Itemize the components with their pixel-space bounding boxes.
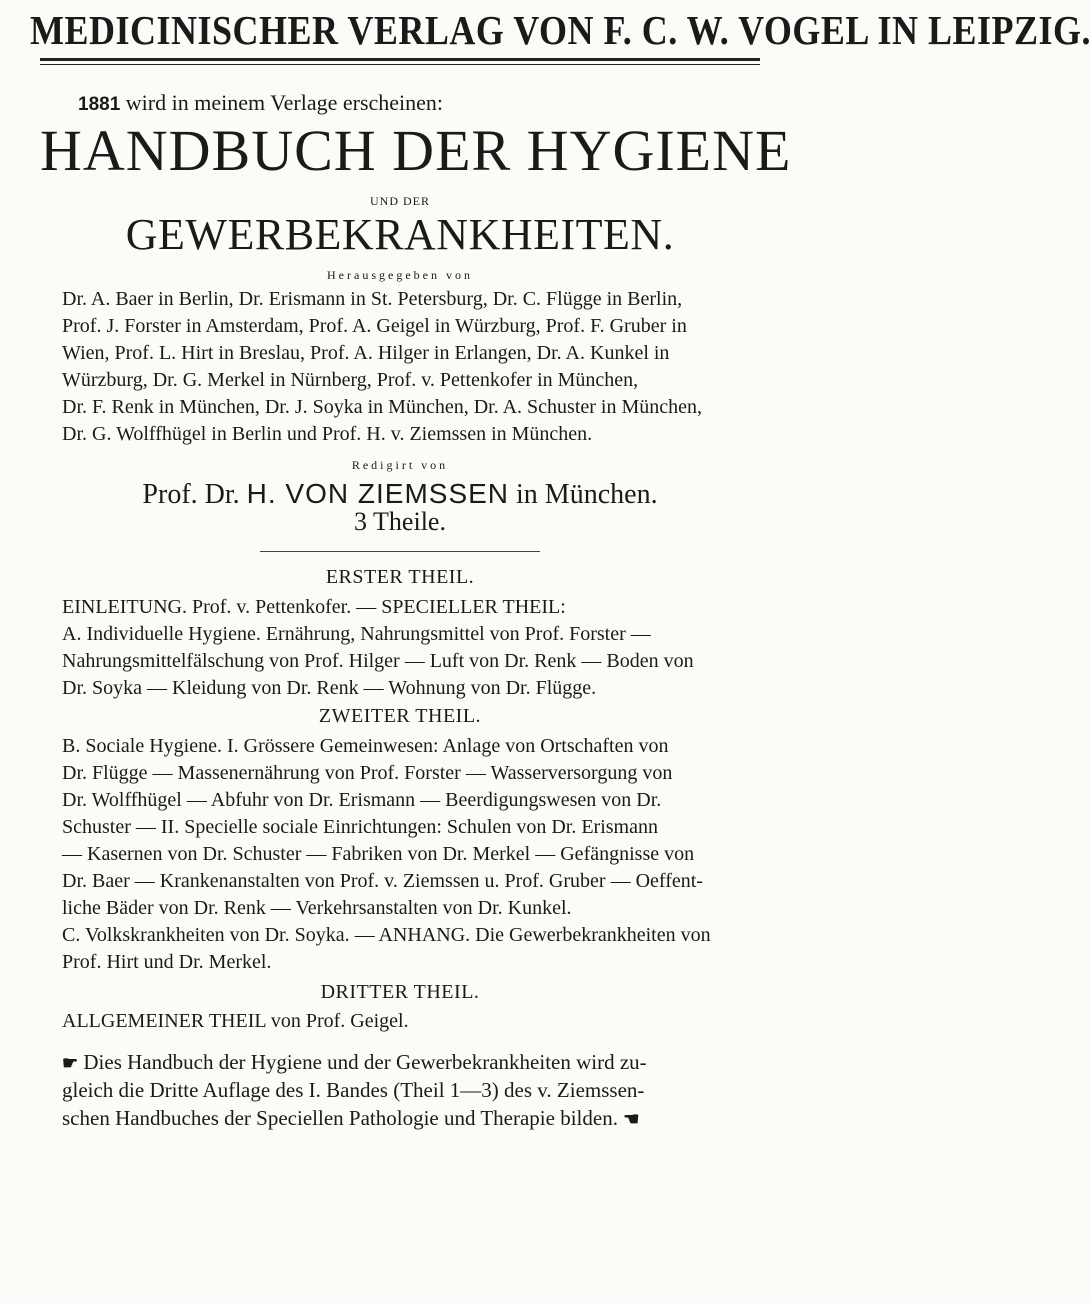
part1-line-1: EINLEITUNG. Prof. v. Pettenkofer. — SPECIELLER THEIL: — [62, 596, 566, 618]
editors-line-4: Würzburg, Dr. G. Merkel in Nürnberg, Prof. v. Pettenkofer in München, — [62, 369, 639, 391]
intro-text: wird in meinem Verlage erscheinen: — [125, 90, 444, 115]
redaction-name: H. VON ZIEMSSEN — [246, 478, 510, 509]
publisher-header: MEDICINISCHER VERLAG VON F. C. W. VOGEL IN LEIPZIG. — [30, 7, 1091, 54]
part2-line-2: Dr. Flügge — Massenernährung von Prof. Forster — Wasserversorgung von — [62, 762, 673, 784]
header-rule-thin — [40, 64, 760, 65]
book-title-line2: GEWERBEKRANKHEITEN. — [125, 210, 675, 259]
part1-line-2: A. Individuelle Hygiene. Ernährung, Nahrungsmittel von Prof. Forster — — [62, 623, 651, 645]
header-rule-thick — [40, 58, 760, 61]
editors-line-3: Wien, Prof. L. Hirt in Breslau, Prof. A. Hilger in Erlangen, Dr. A. Kunkel in — [62, 342, 670, 364]
editors-line-6: Dr. G. Wolffhügel in Berlin und Prof. H. v. Ziemssen in München. — [62, 423, 593, 445]
part2-line-7: liche Bäder von Dr. Renk — Verkehrsanstalten von Dr. Kunkel. — [62, 897, 572, 919]
part2-line-8: C. Volkskrankheiten von Dr. Soyka. — ANHANG. Die Gewerbekrankheiten von — [62, 924, 711, 946]
redaction-label: Redigirt von — [351, 458, 449, 472]
part2-line-1: B. Sociale Hygiene. I. Grössere Gemeinwesen: Anlage von Ortschaften von — [62, 735, 669, 757]
part3-heading: DRITTER THEIL. — [320, 981, 480, 1003]
part2-line-3: Dr. Wolffhügel — Abfuhr von Dr. Erismann — Beerdigungswesen von Dr. — [62, 789, 662, 811]
section-divider — [260, 551, 540, 552]
book-title-connector: UND DER — [370, 194, 430, 208]
editors-label: Herausgegeben von — [327, 268, 473, 282]
editors-line-2: Prof. J. Forster in Amsterdam, Prof. A. Geigel in Würzburg, Prof. F. Gruber in — [62, 315, 687, 337]
part2-line-4: Schuster — II. Specielle sociale Einrichtungen: Schulen von Dr. Erismann — [62, 816, 658, 838]
part1-heading: ERSTER THEIL. — [325, 566, 475, 588]
part2-line-9: Prof. Hirt und Dr. Merkel. — [62, 951, 272, 973]
part2-line-6: Dr. Baer — Krankenanstalten von Prof. v. Ziemssen u. Prof. Gruber — Oeffent- — [62, 870, 703, 892]
part3-line: ALLGEMEINER THEIL von Prof. Geigel. — [62, 1010, 409, 1032]
parts-count: 3 Theile. — [354, 507, 446, 536]
notice-line-1: ☛ Dies Handbuch der Hygiene und der Gewerbekrankheiten wird zu- — [62, 1050, 647, 1074]
redaction-suffix: in München. — [516, 479, 658, 510]
part2-heading: ZWEITER THEIL. — [318, 705, 482, 727]
pointing-hand-icon-right: ☚ — [623, 1109, 640, 1129]
part2-line-5: — Kasernen von Dr. Schuster — Fabriken von Dr. Merkel — Gefängnisse von — [62, 843, 695, 865]
notice-line-3: schen Handbuches der Speciellen Pathologie und Therapie bilden. ☚ — [62, 1106, 640, 1130]
part1-line-4: Dr. Soyka — Kleidung von Dr. Renk — Wohnung von Dr. Flügge. — [62, 677, 597, 699]
redaction-prefix: Prof. Dr. — [142, 479, 240, 510]
intro-line — [78, 90, 443, 116]
editors-line-5: Dr. F. Renk in München, Dr. J. Soyka in München, Dr. A. Schuster in München, — [62, 396, 703, 418]
intro-year: 1881 — [78, 94, 121, 115]
pointing-hand-icon: ☛ — [62, 1053, 79, 1073]
notice-line-2: gleich die Dritte Auflage des I. Bandes (Theil 1—3) des v. Ziemssen- — [62, 1078, 645, 1102]
editors-line-1: Dr. A. Baer in Berlin, Dr. Erismann in St. Petersburg, Dr. C. Flügge in Berlin, — [62, 288, 683, 310]
book-title-line1: HANDBUCH DER HYGIENE — [40, 118, 792, 183]
part1-line-3: Nahrungsmittelfälschung von Prof. Hilger — Luft von Dr. Renk — Boden von — [62, 650, 694, 672]
